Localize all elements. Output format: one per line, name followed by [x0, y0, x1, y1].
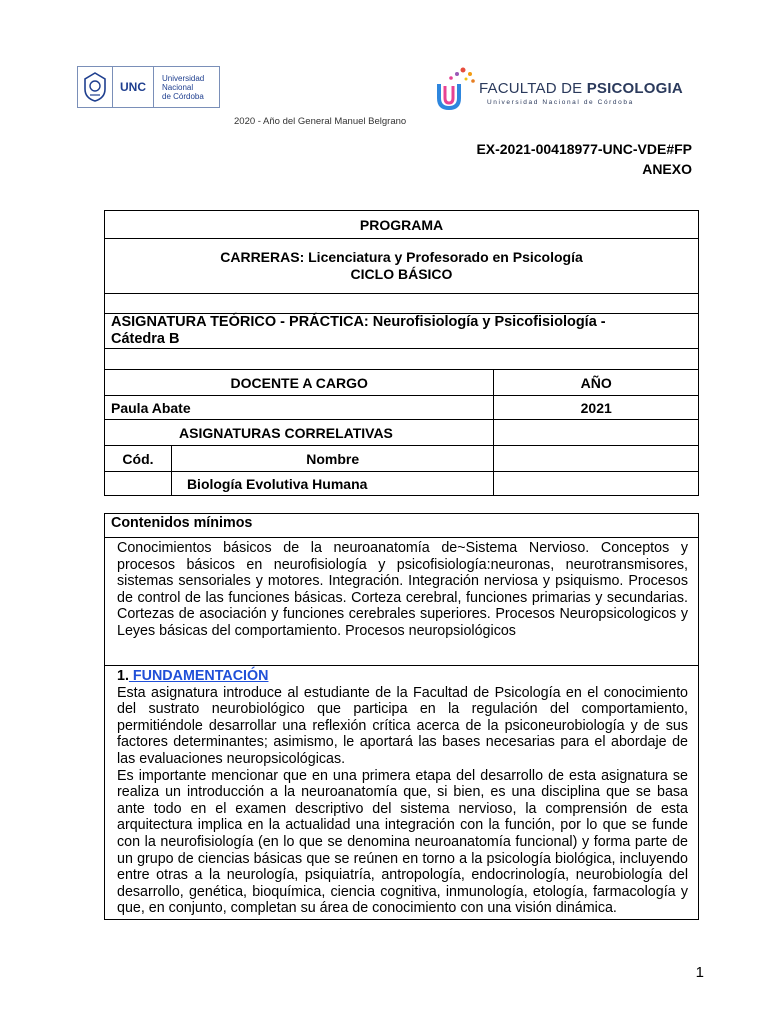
asignatura-line: ASIGNATURA TEÓRICO - PRÁCTICA: Neurofisiología y Psicofisiología -	[111, 314, 606, 330]
asignatura-cell	[105, 314, 699, 349]
cod-header: Cód.	[105, 446, 172, 472]
correlativa-nombre: Biología Evolutiva Humana	[171, 472, 493, 496]
empty-cell	[494, 446, 699, 472]
faculty-title-bold: PSICOLOGIA	[586, 80, 683, 97]
nombre-header: Nombre	[171, 446, 493, 472]
faculty-mark-icon	[433, 64, 477, 112]
unc-logo	[77, 66, 220, 108]
unc-name-line: Nacional	[162, 82, 194, 92]
empty-cell	[105, 349, 699, 370]
fundamentacion-paragraph: Es importante mencionar que en una primera etapa del desarrollo de esta asignatura se realiza un introducción a la neuroanatomía que, si bien, es una disciplina que se basa ante todo en el examen descriptivo del sistema nervioso, la comprensión de esta arquitectura implica en la actualidad una integración con la función, por lo que se funde con la neurofisiología (en lo que se denomina neuroanatomía funcional) y forma parte de un grupo de ciencias básicas que se reúnen en torno a la psicología biológica, incluyendo entre otras a la neurología, psiquiatría, antropología, endocrinología, neurobiología del desarrollo, genética, bioquímica, ciencia cognitiva, inmunología, etología, farmacología y que, en conjunto, completan su área de conocimiento con una visión dinámica.	[117, 767, 688, 917]
empty-cell	[105, 294, 699, 314]
correlativas-header: ASIGNATURAS CORRELATIVAS	[105, 420, 494, 446]
year-motto: 2020 - Año del General Manuel Belgrano	[234, 116, 407, 127]
faculty-title	[479, 80, 683, 97]
unc-abbr: UNC	[113, 67, 154, 107]
faculty-title-prefix: FACULTAD DE	[479, 80, 587, 97]
asignatura-line: Cátedra B	[111, 331, 180, 347]
fundamentacion-number: 1.	[117, 668, 129, 684]
fundamentacion-cell	[105, 666, 699, 920]
ciclo-text: CICLO BÁSICO	[350, 266, 453, 282]
anio-header: AÑO	[494, 370, 699, 396]
expediente-number: EX-2021-00418977-UNC-VDE#FP	[476, 141, 692, 157]
faculty-subtitle: Universidad Nacional de Córdoba	[487, 99, 634, 106]
contenidos-title: Contenidos mínimos	[105, 514, 699, 538]
programa-table	[104, 210, 699, 496]
carreras-cell	[105, 239, 699, 294]
fundamentacion-heading	[117, 668, 688, 685]
anexo-label: ANEXO	[642, 161, 692, 177]
table-row	[105, 349, 699, 370]
unc-name-line: de Córdoba	[162, 91, 204, 101]
table-row	[105, 211, 699, 239]
anio-value: 2021	[494, 396, 699, 420]
table-row	[105, 396, 699, 420]
faculty-logo	[433, 64, 683, 114]
table-row	[105, 294, 699, 314]
expediente-block	[476, 139, 692, 179]
unc-name	[154, 74, 204, 101]
table-row	[105, 314, 699, 349]
page-number: 1	[695, 964, 704, 981]
contenidos-text: Conocimientos básicos de la neuroanatomía de~Sistema Nervioso. Conceptos y procesos básicos en neurofisiología y psicofisiología:neuronas, neurotransmisores, sistemas sensoriales y motores. Integración. Integración nerviosa y psiquismo. Procesos de control de las funciones básicas. Corteza cerebral, funciones primarias y secundarias. Cortezas de asociación y funciones cerebrales superiores. Procesos Neuropsicologicos y Leyes básicas del comportamiento. Procesos neuropsiológicos	[105, 538, 699, 666]
unc-name-line: Universidad	[162, 73, 205, 83]
fundamentacion-link[interactable]: FUNDAMENTACIÓN	[128, 668, 269, 684]
table-row	[105, 666, 699, 920]
docente-value: Paula Abate	[105, 396, 494, 420]
unc-seal-icon	[78, 67, 113, 107]
table-row	[105, 420, 699, 446]
empty-cell	[494, 472, 699, 496]
table-row	[105, 370, 699, 396]
fundamentacion-paragraph: Esta asignatura introduce al estudiante de la Facultad de Psicología en el conocimiento del sustrato neurobiológico que participa en la regulación del comportamiento, permitiéndole desarrollar una reflexión crítica acerca de la psiconeurobiología y de sus factores determinantes; asimismo, le aportará las bases necesarias para el abordaje de las evaluaciones neuropsicológicas.	[117, 684, 688, 767]
table-row	[105, 472, 699, 496]
content-table	[104, 513, 699, 920]
docente-header: DOCENTE A CARGO	[105, 370, 494, 396]
empty-cell	[494, 420, 699, 446]
table-row	[105, 538, 699, 666]
table-row	[105, 514, 699, 538]
programa-title: PROGRAMA	[105, 211, 699, 239]
table-row	[105, 239, 699, 294]
table-row	[105, 446, 699, 472]
carreras-text: CARRERAS: Licenciatura y Profesorado en Psicología	[220, 249, 583, 265]
cod-value	[105, 472, 172, 496]
